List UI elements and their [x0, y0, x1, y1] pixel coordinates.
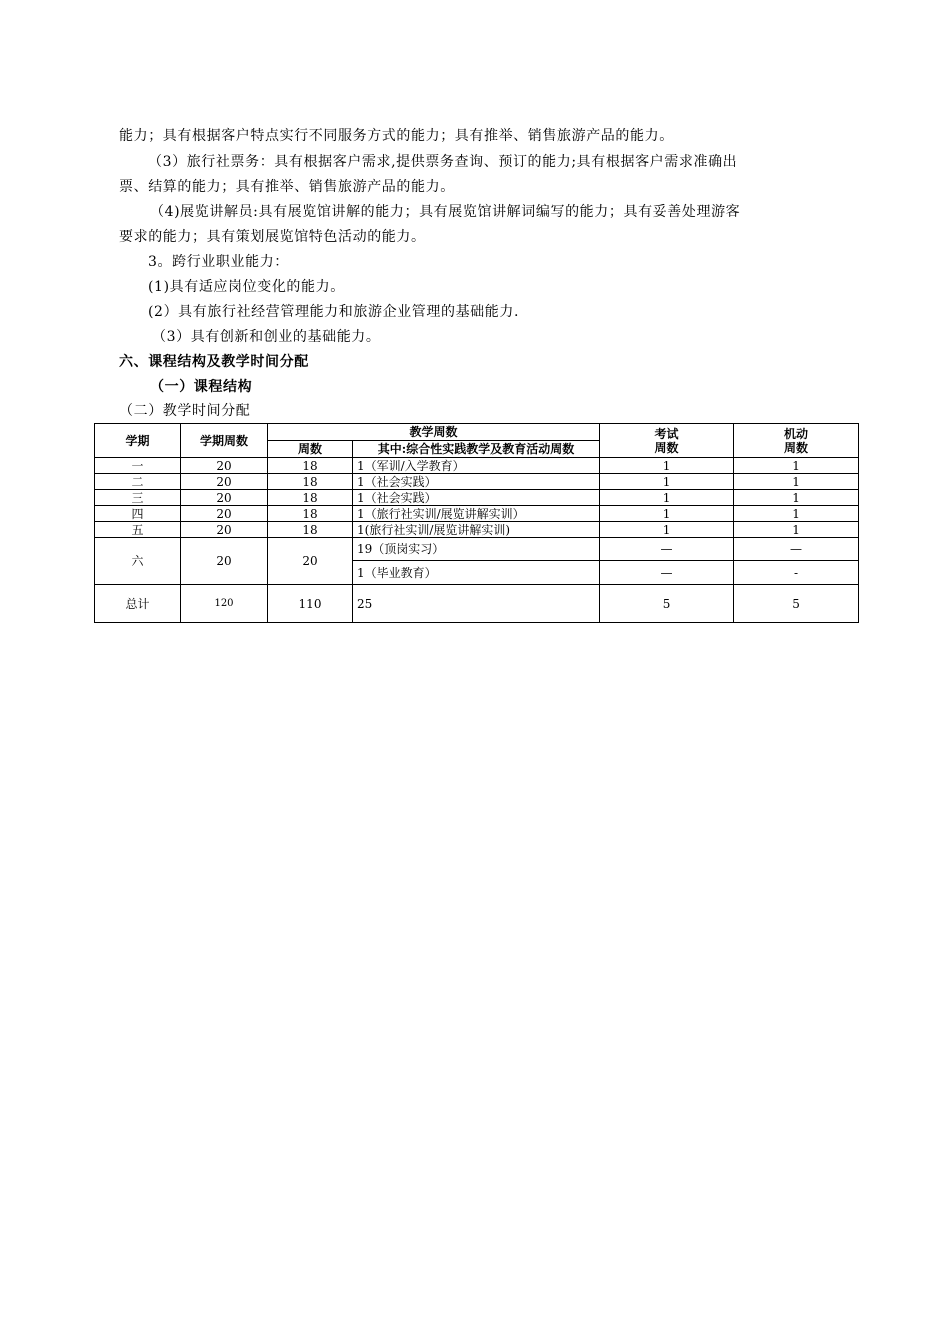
cell-exam: 1 [600, 474, 734, 490]
cell-practice: 1（社会实践） [353, 474, 600, 490]
cell-semester-weeks: 120 [181, 585, 268, 623]
paragraph-line: 票、结算的能力；具有推举、销售旅游产品的能力。 [119, 179, 455, 195]
header-flex-weeks-line1: 机动 [784, 426, 809, 441]
cell-semester: 四 [95, 506, 181, 522]
cell-weeks: 18 [268, 490, 353, 506]
header-flex-weeks-line2: 周数 [784, 440, 809, 455]
paragraph-line: (1)具有适应岗位变化的能力。 [148, 279, 345, 295]
cell-semester: 总计 [95, 585, 181, 623]
header-semester: 学期 [95, 424, 181, 458]
table-caption: （二）教学时间分配 [119, 403, 251, 419]
section-title: 六、课程结构及教学时间分配 [119, 354, 309, 370]
paragraph-line: （3）具有创新和创业的基础能力。 [152, 329, 381, 345]
cell-semester: 六 [95, 538, 181, 585]
cell-flex: 1 [734, 506, 859, 522]
cell-weeks: 18 [268, 474, 353, 490]
cell-exam: 1 [600, 490, 734, 506]
cell-practice: 1（毕业教育） [353, 561, 600, 585]
paragraph-line: （3）旅行社票务：具有根据客户需求,提供票务查询、预订的能力;具有根据客户需求准确出 [148, 154, 738, 170]
cell-exam: — [600, 538, 734, 561]
cell-practice: 25 [353, 585, 600, 623]
cell-semester-weeks: 20 [181, 474, 268, 490]
cell-semester-weeks: 20 [181, 538, 268, 585]
header-exam-weeks-line2: 周数 [654, 440, 679, 455]
subsection-title: （一）课程结构 [150, 379, 253, 395]
header-exam-weeks [600, 424, 734, 458]
cell-exam: — [600, 561, 734, 585]
cell-semester: 二 [95, 474, 181, 490]
cell-practice: 1（军训/入学教育） [353, 458, 600, 474]
table-row [95, 506, 859, 522]
cell-exam: 1 [600, 506, 734, 522]
cell-weeks: 20 [268, 538, 353, 585]
cell-flex: 1 [734, 474, 859, 490]
cell-semester: 三 [95, 490, 181, 506]
cell-flex: - [734, 561, 859, 585]
paragraph-line: 要求的能力；具有策划展览馆特色活动的能力。 [119, 229, 426, 245]
paragraph-line: 3。跨行业职业能力： [148, 254, 289, 270]
paragraph-line: (2）具有旅行社经营管理能力和旅游企业管理的基础能力. [148, 304, 520, 320]
cell-practice: 1（旅行社实训/展览讲解实训） [353, 506, 600, 522]
header-practice-weeks: 其中:综合性实践教学及教育活动周数 [353, 441, 600, 458]
header-teaching-weeks: 教学周数 [268, 424, 600, 441]
cell-flex: 1 [734, 522, 859, 538]
cell-exam: 5 [600, 585, 734, 623]
table-total-row [95, 585, 859, 623]
cell-practice: 19（顶岗实习） [353, 538, 600, 561]
cell-semester: 一 [95, 458, 181, 474]
cell-weeks: 110 [268, 585, 353, 623]
cell-flex: 5 [734, 585, 859, 623]
cell-semester-weeks: 20 [181, 506, 268, 522]
paragraph-line: 能力；具有根据客户特点实行不同服务方式的能力；具有推举、销售旅游产品的能力。 [119, 128, 674, 144]
cell-weeks: 18 [268, 458, 353, 474]
table-row [95, 458, 859, 474]
table-row [95, 538, 859, 561]
cell-exam: 1 [600, 522, 734, 538]
cell-flex: — [734, 538, 859, 561]
header-semester-weeks: 学期周数 [181, 424, 268, 458]
header-weeks: 周数 [268, 441, 353, 458]
header-exam-weeks-line1: 考试 [654, 426, 679, 441]
table-row [95, 474, 859, 490]
table-row [95, 490, 859, 506]
cell-weeks: 18 [268, 506, 353, 522]
table-row [95, 522, 859, 538]
cell-exam: 1 [600, 458, 734, 474]
cell-practice: 1（社会实践） [353, 490, 600, 506]
teaching-schedule-table [94, 423, 859, 623]
cell-flex: 1 [734, 458, 859, 474]
cell-semester-weeks: 20 [181, 490, 268, 506]
cell-semester: 五 [95, 522, 181, 538]
cell-semester-weeks: 20 [181, 458, 268, 474]
paragraph-line: （4)展览讲解员:具有展览馆讲解的能力；具有展览馆讲解词编写的能力；具有妥善处理游客 [150, 204, 741, 220]
cell-semester-weeks: 20 [181, 522, 268, 538]
header-flex-weeks [734, 424, 859, 458]
cell-weeks: 18 [268, 522, 353, 538]
cell-practice: 1(旅行社实训/展览讲解实训) [353, 522, 600, 538]
cell-flex: 1 [734, 490, 859, 506]
